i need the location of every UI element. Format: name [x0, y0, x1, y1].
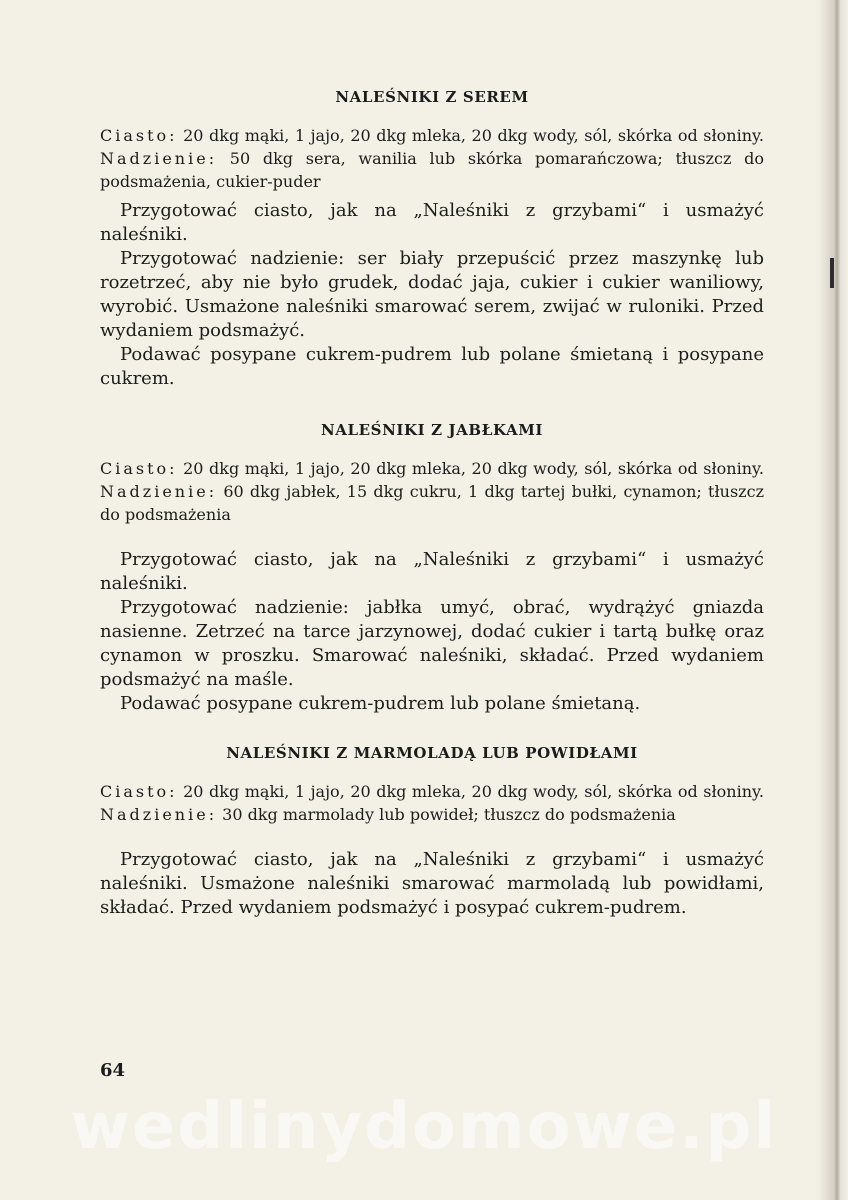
ciasto-label: Ciasto:: [100, 459, 178, 478]
instruction-paragraph: Przygotować ciasto, jak na „Naleśniki z grzybami“ i usmażyć naleśniki.: [100, 549, 764, 594]
edge-mark: [830, 258, 834, 288]
recipe-title: NALEŚNIKI Z SEREM: [335, 88, 529, 106]
recipe-title: NALEŚNIKI Z JABŁKAMI: [320, 421, 544, 439]
nadzienie-text: 30 dkg marmolady lub powideł; tłuszcz do podsmażenia: [222, 805, 676, 824]
ingredients-block: [100, 457, 764, 526]
instruction-paragraph: Przygotować nadzienie: ser biały przepuścić przez maszynkę lub rozetrzeć, aby nie było grudek, dodać jaja, cukier i cukier waniliowy, wyrobić. Usmażone naleśniki smarować serem, zwijać w ruloniki. Przed wydaniem podsmażyć.: [100, 248, 764, 341]
page-content: [100, 86, 764, 920]
recipe-section-apples: [100, 419, 764, 716]
nadzienie-text: 60 dkg jabłek, 15 dkg cukru, 1 dkg tartej bułki, cynamon; tłuszcz do podsmażenia: [100, 482, 765, 524]
recipe-title: NALEŚNIKI Z MARMOLADĄ LUB POWIDŁAMI: [226, 744, 638, 762]
instruction-paragraph: Podawać posypane cukrem-pudrem lub polane śmietaną i posypane cukrem.: [100, 344, 764, 389]
ingredients-block: [100, 124, 764, 193]
ciasto-label: Ciasto:: [100, 782, 178, 801]
page-number: 64: [100, 1060, 126, 1081]
ciasto-text: 20 dkg mąki, 1 jajo, 20 dkg mleka, 20 dkg wody, sól, skórka od słoniny.: [183, 782, 764, 801]
page-edge-shadow: [834, 0, 840, 1200]
ciasto-label: Ciasto:: [100, 126, 178, 145]
instruction-paragraph: Przygotować nadzienie: jabłka umyć, obrać, wydrążyć gniazda nasienne. Zetrzeć na tarce jarzynowej, dodać cukier i tartą bułkę oraz cynamon w proszku. Smarować naleśniki, składać. Przed wydaniem podsmażyć na maśle.: [100, 597, 764, 690]
instruction-paragraph: Podawać posypane cukrem-pudrem lub polane śmietaną.: [120, 693, 641, 714]
nadzienie-label: Nadzienie:: [100, 805, 218, 824]
ciasto-text: 20 dkg mąki, 1 jajo, 20 dkg mleka, 20 dkg wody, sól, skórka od słoniny.: [183, 126, 764, 145]
ciasto-text: 20 dkg mąki, 1 jajo, 20 dkg mleka, 20 dkg wody, sól, skórka od słoniny.: [183, 459, 764, 478]
nadzienie-label: Nadzienie:: [100, 149, 218, 168]
watermark: wedlinydomowe.pl: [70, 1090, 778, 1164]
recipe-section-marmalade: [100, 742, 764, 920]
instruction-paragraph: Przygotować ciasto, jak na „Naleśniki z grzybami“ i usmażyć naleśniki.: [100, 200, 764, 245]
ingredients-block: [100, 780, 764, 826]
nadzienie-label: Nadzienie:: [100, 482, 218, 501]
nadzienie-text: 50 dkg sera, wanilia lub skórka pomarańczowa; tłuszcz do podsmażenia, cukier-puder: [100, 149, 765, 191]
instruction-paragraph: Przygotować ciasto, jak na „Naleśniki z grzybami“ i usmażyć naleśniki. Usmażone naleśniki smarować marmoladą lub powidłami, składać. Przed wydaniem podsmażyć i posypać cukrem-pudrem.: [100, 849, 764, 918]
recipe-section-cheese: [100, 86, 764, 391]
